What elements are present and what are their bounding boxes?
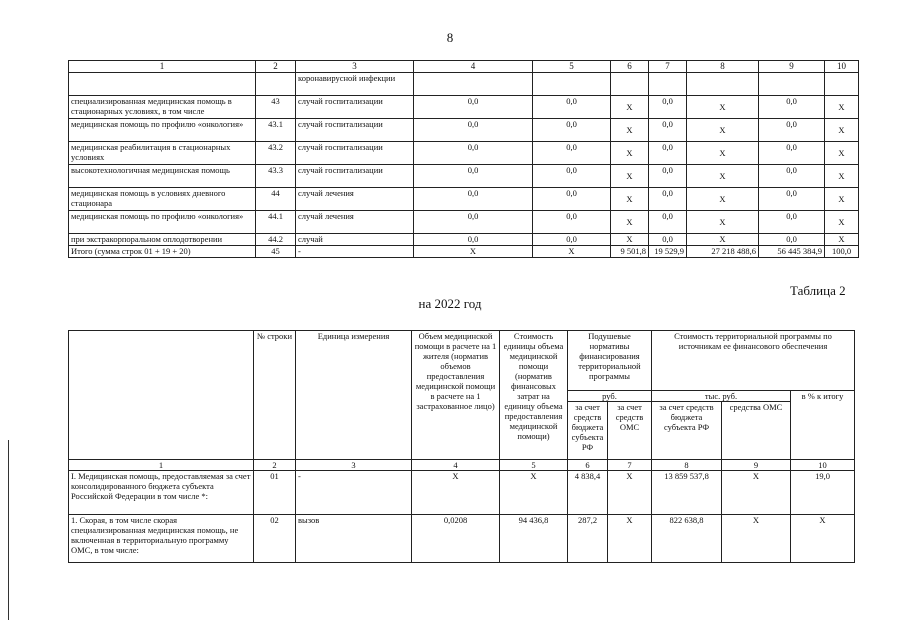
- cell: Х: [500, 471, 568, 515]
- col-number: 4: [412, 460, 500, 471]
- row-name: медицинская помощь по профилю «онкология»: [69, 119, 256, 142]
- table-row: [69, 211, 859, 234]
- cell: Х: [825, 119, 859, 142]
- row-code: 01: [254, 471, 296, 515]
- cell: 9 501,8: [611, 246, 649, 258]
- cell: 287,2: [568, 515, 608, 563]
- row-code: [256, 73, 296, 96]
- cell: 0,0: [414, 211, 533, 234]
- cell: 0,0: [533, 188, 611, 211]
- row-name: медицинская помощь по профилю «онкология»: [69, 211, 256, 234]
- cell: Х: [611, 96, 649, 119]
- col-number: 3: [296, 61, 414, 73]
- cell: Х: [611, 188, 649, 211]
- cell: 27 218 488,6: [687, 246, 759, 258]
- cell: Х: [414, 246, 533, 258]
- header-per-capita-unit: руб.: [568, 391, 652, 402]
- cell: Х: [825, 142, 859, 165]
- row-code: 02: [254, 515, 296, 563]
- cell: [649, 73, 687, 96]
- cell: Х: [687, 119, 759, 142]
- table-row: [69, 515, 855, 563]
- cell: 94 436,8: [500, 515, 568, 563]
- cell: Х: [825, 211, 859, 234]
- cell: 0,0: [649, 188, 687, 211]
- header-terr-unit: тыс. руб.: [652, 391, 791, 402]
- row-unit: случай лечения: [296, 211, 414, 234]
- header-terr-oms: средства ОМС: [722, 402, 791, 460]
- cell: 0,0: [649, 234, 687, 246]
- row-name: Итого (сумма строк 01 + 19 + 20): [69, 246, 256, 258]
- row-name: [69, 73, 256, 96]
- cell: 0,0: [759, 119, 825, 142]
- cell: 0,0: [649, 119, 687, 142]
- row-code: 43.2: [256, 142, 296, 165]
- col-number: 1: [69, 460, 254, 471]
- col-number: 7: [608, 460, 652, 471]
- header-terr-budget: за счет средств бюджета субъекта РФ: [652, 402, 722, 460]
- header-volume: Объем медицинской помощи в расчете на 1 жителя (норматив объемов предоставления медицинской помощи в расчете на 1 застрахованное лицо): [412, 331, 500, 460]
- row-name: I. Медицинская помощь, предоставляемая за счет консолидированного бюджета субъекта Российской Федерации в том числе *:: [69, 471, 254, 515]
- cell: 0,0: [414, 96, 533, 119]
- table-row: [69, 119, 859, 142]
- row-name: медицинская помощь в условиях дневного стационара: [69, 188, 256, 211]
- cell: Х: [412, 471, 500, 515]
- row-code: 43.1: [256, 119, 296, 142]
- header-empty: [69, 331, 254, 460]
- header-pc-oms: за счет средств ОМС: [608, 402, 652, 460]
- total-row: [69, 246, 859, 258]
- cell: 0,0: [759, 188, 825, 211]
- cell: Х: [687, 188, 759, 211]
- row-unit: случай госпитализации: [296, 119, 414, 142]
- cell: 0,0: [759, 142, 825, 165]
- header-terr-cost: Стоимость территориальной программы по источникам ее финансового обеспечения: [652, 331, 855, 391]
- cell: 0,0: [759, 96, 825, 119]
- row-code: 45: [256, 246, 296, 258]
- table-row: [69, 73, 859, 96]
- column-number-row: [69, 460, 855, 471]
- row-code: 44: [256, 188, 296, 211]
- row-name: 1. Скорая, в том числе скорая специализированная медицинская помощь, не включенная в территориальную программу ОМС, в том числе:: [69, 515, 254, 563]
- cell: 4 838,4: [568, 471, 608, 515]
- cell: Х: [687, 142, 759, 165]
- table-row: [69, 188, 859, 211]
- header-terr-pct: в % к итогу: [791, 391, 855, 460]
- cell: Х: [687, 96, 759, 119]
- col-number: 5: [533, 61, 611, 73]
- row-code: 43.3: [256, 165, 296, 188]
- cell: Х: [608, 515, 652, 563]
- header-cost: Стоимость единицы объема медицинской помощи (норматив финансовых затрат на единицу объема предоставления медицинской помощи): [500, 331, 568, 460]
- cell: 0,0: [414, 165, 533, 188]
- cell: 0,0: [759, 211, 825, 234]
- cell: Х: [608, 471, 652, 515]
- cell: Х: [722, 471, 791, 515]
- row-code: 43: [256, 96, 296, 119]
- cell: Х: [791, 515, 855, 563]
- cell: 100,0: [825, 246, 859, 258]
- table-row: [69, 165, 859, 188]
- column-number-row: [69, 61, 859, 73]
- row-unit: случай госпитализации: [296, 142, 414, 165]
- row-code: 44.1: [256, 211, 296, 234]
- year-title: на 2022 год: [418, 296, 482, 311]
- margin-line: [8, 440, 9, 620]
- cell: [825, 73, 859, 96]
- row-code: 44.2: [256, 234, 296, 246]
- cell: [611, 73, 649, 96]
- cell: Х: [825, 234, 859, 246]
- col-number: 1: [69, 61, 256, 73]
- row-unit: случай лечения: [296, 188, 414, 211]
- col-number: 8: [687, 61, 759, 73]
- row-name: специализированная медицинская помощь в стационарных условиях, в том числе: [69, 96, 256, 119]
- cell: Х: [687, 211, 759, 234]
- col-number: 2: [254, 460, 296, 471]
- col-number: 4: [414, 61, 533, 73]
- row-name: высокотехнологичная медицинская помощь: [69, 165, 256, 188]
- col-number: 7: [649, 61, 687, 73]
- cell: [533, 73, 611, 96]
- cell: 56 445 384,9: [759, 246, 825, 258]
- col-number: 9: [722, 460, 791, 471]
- cell: 0,0: [533, 96, 611, 119]
- col-number: 3: [296, 460, 412, 471]
- table-label: Таблица 2: [790, 283, 846, 298]
- cell: 0,0: [533, 234, 611, 246]
- cell: 0,0: [533, 119, 611, 142]
- cell: Х: [611, 211, 649, 234]
- cell: [687, 73, 759, 96]
- row-unit: -: [296, 246, 414, 258]
- table-row: [69, 96, 859, 119]
- header-per-capita: Подушевые нормативы финансирования территориальной программы: [568, 331, 652, 391]
- cell: 13 859 537,8: [652, 471, 722, 515]
- col-number: 10: [791, 460, 855, 471]
- row-unit: -: [296, 471, 412, 515]
- table-row: [69, 142, 859, 165]
- header-row: [69, 331, 855, 391]
- cell: 0,0: [759, 165, 825, 188]
- cell: 0,0: [414, 119, 533, 142]
- row-unit: коронавирусной инфекции: [296, 73, 414, 96]
- cell: 0,0: [649, 211, 687, 234]
- cell: 0,0: [533, 165, 611, 188]
- col-number: 6: [568, 460, 608, 471]
- cell: Х: [611, 119, 649, 142]
- row-unit: случай госпитализации: [296, 165, 414, 188]
- header-unit: Единица измерения: [296, 331, 412, 460]
- cell: Х: [825, 165, 859, 188]
- cell: Х: [533, 246, 611, 258]
- col-number: 9: [759, 61, 825, 73]
- cell: 0,0: [759, 234, 825, 246]
- cell: 19,0: [791, 471, 855, 515]
- cell: 19 529,9: [649, 246, 687, 258]
- cell: 0,0208: [412, 515, 500, 563]
- col-number: 10: [825, 61, 859, 73]
- cell: 0,0: [649, 165, 687, 188]
- cell: [414, 73, 533, 96]
- cell: Х: [687, 234, 759, 246]
- col-number: 8: [652, 460, 722, 471]
- header-pc-budget: за счет средств бюджета субъекта РФ: [568, 402, 608, 460]
- col-number: 2: [256, 61, 296, 73]
- funding-table-2022: [68, 330, 855, 563]
- cell: Х: [611, 234, 649, 246]
- col-number: 5: [500, 460, 568, 471]
- cell: 822 638,8: [652, 515, 722, 563]
- cell: 0,0: [414, 142, 533, 165]
- cell: Х: [825, 188, 859, 211]
- row-unit: вызов: [296, 515, 412, 563]
- page-number: 8: [446, 30, 454, 45]
- cell: Х: [722, 515, 791, 563]
- header-row-no: № строки: [254, 331, 296, 460]
- row-name: медицинская реабилитация в стационарных условиях: [69, 142, 256, 165]
- row-unit: случай госпитализации: [296, 96, 414, 119]
- cell: 0,0: [649, 96, 687, 119]
- row-unit: случай: [296, 234, 414, 246]
- cell: [759, 73, 825, 96]
- cell: Х: [611, 165, 649, 188]
- cell: 0,0: [649, 142, 687, 165]
- cell: 0,0: [533, 211, 611, 234]
- cell: 0,0: [533, 142, 611, 165]
- col-number: 6: [611, 61, 649, 73]
- cell: Х: [687, 165, 759, 188]
- table-row: [69, 471, 855, 515]
- funding-table-continued: [68, 60, 859, 258]
- cell: 0,0: [414, 234, 533, 246]
- cell: 0,0: [414, 188, 533, 211]
- cell: Х: [825, 96, 859, 119]
- cell: Х: [611, 142, 649, 165]
- row-name: при экстракорпоральном оплодотворении: [69, 234, 256, 246]
- table-row: [69, 234, 859, 246]
